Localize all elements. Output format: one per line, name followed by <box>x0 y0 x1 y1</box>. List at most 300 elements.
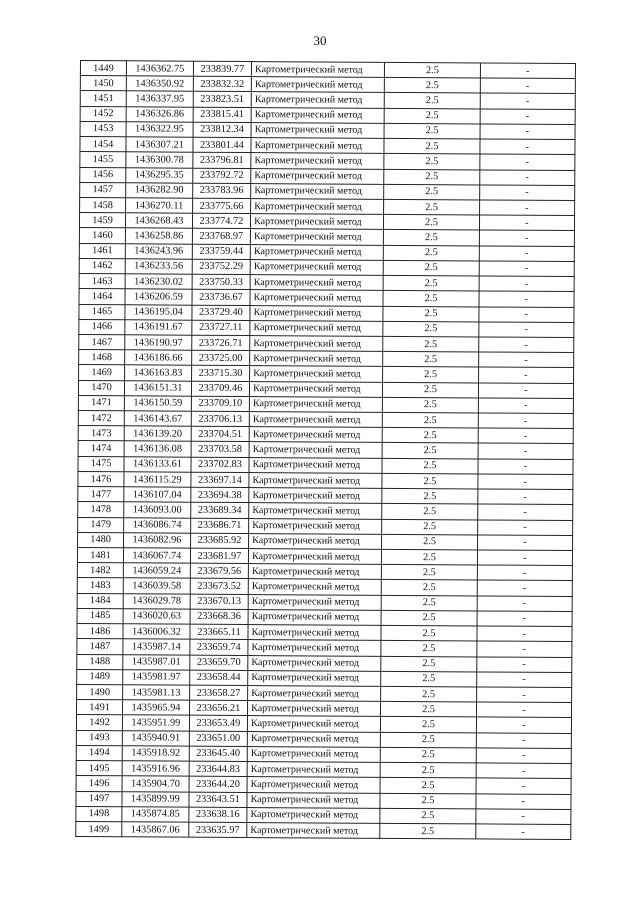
description-cell: - <box>476 733 571 749</box>
x-coordinate-cell: 1436093.00 <box>124 502 191 518</box>
coordinates-table-body <box>76 61 576 840</box>
accuracy-cell: 2.5 <box>383 291 478 307</box>
method-cell: Картометрический метод <box>250 275 383 291</box>
point-number-cell: 1486 <box>77 624 123 640</box>
point-number-cell: 1493 <box>76 730 122 746</box>
point-number-cell: 1464 <box>79 289 125 305</box>
method-cell: Картометрический метод <box>250 305 383 321</box>
description-cell: - <box>477 596 572 612</box>
description-cell: - <box>477 611 572 627</box>
accuracy-cell: 2.5 <box>384 199 479 215</box>
x-coordinate-cell: 1436186.66 <box>125 350 192 366</box>
x-coordinate-cell: 1436136.08 <box>124 441 191 457</box>
accuracy-cell: 2.5 <box>383 397 478 413</box>
point-number-cell: 1491 <box>76 700 122 716</box>
description-cell: - <box>478 367 573 383</box>
accuracy-cell: 2.5 <box>385 93 480 109</box>
accuracy-cell: 2.5 <box>382 519 477 535</box>
y-coordinate-cell: 233759.44 <box>192 244 250 260</box>
x-coordinate-cell: 1436006.32 <box>123 624 190 640</box>
point-number-cell: 1451 <box>80 91 126 107</box>
x-coordinate-cell: 1436039.58 <box>123 578 190 594</box>
point-number-cell: 1449 <box>80 61 126 77</box>
point-number-cell: 1474 <box>78 441 124 457</box>
method-cell: Картометрический метод <box>247 777 380 793</box>
y-coordinate-cell: 233839.77 <box>193 61 251 77</box>
point-number-cell: 1478 <box>78 502 124 518</box>
table-row <box>76 821 571 839</box>
x-coordinate-cell: 1436133.61 <box>124 456 191 472</box>
description-cell: - <box>476 748 571 764</box>
accuracy-cell: 2.5 <box>382 549 477 565</box>
y-coordinate-cell: 233644.20 <box>189 776 247 792</box>
description-cell: - <box>480 78 575 94</box>
x-coordinate-cell: 1435899.99 <box>122 791 189 807</box>
description-cell: - <box>478 413 573 429</box>
method-cell: Картометрический метод <box>249 472 382 488</box>
x-coordinate-cell: 1435987.14 <box>123 639 190 655</box>
description-cell: - <box>476 717 571 733</box>
point-number-cell: 1483 <box>77 578 123 594</box>
accuracy-cell: 2.5 <box>384 260 479 276</box>
accuracy-cell: 2.5 <box>380 778 475 794</box>
description-cell: - <box>476 763 571 779</box>
y-coordinate-cell: 233658.27 <box>189 685 247 701</box>
y-coordinate-cell: 233736.67 <box>192 289 250 305</box>
y-coordinate-cell: 233673.52 <box>190 579 248 595</box>
description-cell: - <box>479 230 574 246</box>
y-coordinate-cell: 233768.97 <box>192 229 250 245</box>
description-cell: - <box>476 702 571 718</box>
x-coordinate-cell: 1436020.63 <box>123 609 190 625</box>
point-number-cell: 1481 <box>77 547 123 563</box>
x-coordinate-cell: 1436307.21 <box>126 137 193 153</box>
accuracy-cell: 2.5 <box>384 154 479 170</box>
y-coordinate-cell: 233694.38 <box>191 487 249 503</box>
accuracy-cell: 2.5 <box>381 671 476 687</box>
y-coordinate-cell: 233659.74 <box>190 639 248 655</box>
x-coordinate-cell: 1436107.04 <box>124 487 191 503</box>
point-number-cell: 1489 <box>77 669 123 685</box>
y-coordinate-cell: 233709.10 <box>191 396 249 412</box>
accuracy-cell: 2.5 <box>383 412 478 428</box>
x-coordinate-cell: 1436326.86 <box>126 106 193 122</box>
x-coordinate-cell: 1436067.74 <box>124 548 191 564</box>
x-coordinate-cell: 1436029.78 <box>123 593 190 609</box>
method-cell: Картометрический метод <box>251 183 384 199</box>
description-cell: - <box>478 474 573 490</box>
x-coordinate-cell: 1436350.92 <box>126 76 193 92</box>
x-coordinate-cell: 1435981.13 <box>123 685 190 701</box>
description-cell: - <box>480 93 575 109</box>
method-cell: Картометрический метод <box>249 503 382 519</box>
y-coordinate-cell: 233635.97 <box>188 822 246 838</box>
point-number-cell: 1480 <box>78 532 124 548</box>
x-coordinate-cell: 1436300.78 <box>126 152 193 168</box>
y-coordinate-cell: 233643.51 <box>189 792 247 808</box>
description-cell: - <box>479 200 574 216</box>
description-cell: - <box>479 215 574 231</box>
accuracy-cell: 2.5 <box>385 62 480 78</box>
point-number-cell: 1450 <box>80 76 126 92</box>
y-coordinate-cell: 233801.44 <box>193 137 251 153</box>
y-coordinate-cell: 233823.51 <box>193 92 251 108</box>
y-coordinate-cell: 233658.44 <box>189 670 247 686</box>
point-number-cell: 1463 <box>79 274 125 290</box>
x-coordinate-cell: 1436268.43 <box>126 213 193 229</box>
y-coordinate-cell: 233638.16 <box>189 807 247 823</box>
accuracy-cell: 2.5 <box>381 732 476 748</box>
method-cell: Картометрический метод <box>251 168 384 184</box>
point-number-cell: 1490 <box>77 684 123 700</box>
x-coordinate-cell: 1436086.74 <box>124 517 191 533</box>
description-cell: - <box>480 124 575 140</box>
y-coordinate-cell: 233697.14 <box>191 472 249 488</box>
x-coordinate-cell: 1436115.29 <box>124 472 191 488</box>
x-coordinate-cell: 1435987.01 <box>123 654 190 670</box>
description-cell: - <box>478 383 573 399</box>
accuracy-cell: 2.5 <box>383 275 478 291</box>
method-cell: Картометрический метод <box>247 746 380 762</box>
point-number-cell: 1458 <box>80 197 126 213</box>
accuracy-cell: 2.5 <box>382 473 477 489</box>
accuracy-cell: 2.5 <box>381 686 476 702</box>
point-number-cell: 1453 <box>80 121 126 137</box>
y-coordinate-cell: 233727.11 <box>192 320 250 336</box>
x-coordinate-cell: 1436082.96 <box>124 533 191 549</box>
point-number-cell: 1467 <box>79 334 125 350</box>
method-cell: Картометрический метод <box>251 229 384 245</box>
x-coordinate-cell: 1436150.59 <box>124 396 191 412</box>
point-number-cell: 1457 <box>80 182 126 198</box>
coordinates-table <box>75 60 576 840</box>
description-cell: - <box>475 809 570 825</box>
accuracy-cell: 2.5 <box>380 823 475 839</box>
point-number-cell: 1471 <box>78 395 124 411</box>
accuracy-cell: 2.5 <box>381 641 476 657</box>
method-cell: Картометрический метод <box>248 564 381 580</box>
method-cell: Картометрический метод <box>251 199 384 215</box>
x-coordinate-cell: 1436190.97 <box>125 335 192 351</box>
accuracy-cell: 2.5 <box>385 78 480 94</box>
y-coordinate-cell: 233703.58 <box>191 442 249 458</box>
method-cell: Картометрический метод <box>251 92 384 108</box>
accuracy-cell: 2.5 <box>380 808 475 824</box>
description-cell: - <box>478 352 573 368</box>
y-coordinate-cell: 233832.32 <box>193 76 251 92</box>
description-cell: - <box>476 687 571 703</box>
y-coordinate-cell: 233656.21 <box>189 700 247 716</box>
method-cell: Картометрический метод <box>250 259 383 275</box>
point-number-cell: 1470 <box>78 380 124 396</box>
description-cell: - <box>478 322 573 338</box>
accuracy-cell: 2.5 <box>380 762 475 778</box>
y-coordinate-cell: 233706.13 <box>191 411 249 427</box>
y-coordinate-cell: 233775.66 <box>192 198 250 214</box>
description-cell: - <box>478 398 573 414</box>
description-cell: - <box>478 443 573 459</box>
description-cell: - <box>479 291 574 307</box>
accuracy-cell: 2.5 <box>382 488 477 504</box>
description-cell: - <box>477 489 572 505</box>
method-cell: Картометрический метод <box>249 396 382 412</box>
accuracy-cell: 2.5 <box>380 793 475 809</box>
description-cell: - <box>476 672 571 688</box>
point-number-cell: 1475 <box>78 456 124 472</box>
point-number-cell: 1452 <box>80 106 126 122</box>
description-cell: - <box>478 459 573 475</box>
point-number-cell: 1461 <box>79 243 125 259</box>
method-cell: Картометрический метод <box>247 807 380 823</box>
accuracy-cell: 2.5 <box>382 565 477 581</box>
x-coordinate-cell: 1436206.59 <box>125 289 192 305</box>
y-coordinate-cell: 233729.40 <box>192 305 250 321</box>
method-cell: Картометрический метод <box>250 335 383 351</box>
accuracy-cell: 2.5 <box>381 656 476 672</box>
method-cell: Картометрический метод <box>250 320 383 336</box>
description-cell: - <box>480 63 575 79</box>
y-coordinate-cell: 233796.81 <box>193 153 251 169</box>
description-cell: - <box>475 824 570 840</box>
x-coordinate-cell: 1435951.99 <box>123 715 190 731</box>
method-cell: Картометрический метод <box>247 731 380 747</box>
method-cell: Картометрический метод <box>248 655 381 671</box>
accuracy-cell: 2.5 <box>382 504 477 520</box>
description-cell: - <box>479 169 574 185</box>
description-cell: - <box>479 246 574 262</box>
x-coordinate-cell: 1435916.96 <box>122 761 189 777</box>
point-number-cell: 1454 <box>80 137 126 153</box>
point-number-cell: 1495 <box>76 761 122 777</box>
method-cell: Картометрический метод <box>248 701 381 717</box>
description-cell: - <box>477 641 572 657</box>
method-cell: Картометрический метод <box>249 457 382 473</box>
method-cell: Картометрический метод <box>251 138 384 154</box>
y-coordinate-cell: 233685.92 <box>190 533 248 549</box>
x-coordinate-cell: 1436163.83 <box>125 365 192 381</box>
point-number-cell: 1487 <box>77 639 123 655</box>
accuracy-cell: 2.5 <box>384 245 479 261</box>
y-coordinate-cell: 233709.46 <box>191 381 249 397</box>
method-cell: Картометрический метод <box>250 366 383 382</box>
y-coordinate-cell: 233725.00 <box>191 350 249 366</box>
method-cell: Картометрический метод <box>249 412 382 428</box>
x-coordinate-cell: 1435981.97 <box>123 670 190 686</box>
point-number-cell: 1459 <box>79 213 125 229</box>
method-cell: Картометрический метод <box>250 381 383 397</box>
method-cell: Картометрический метод <box>248 686 381 702</box>
accuracy-cell: 2.5 <box>384 108 479 124</box>
x-coordinate-cell: 1436143.67 <box>124 411 191 427</box>
point-number-cell: 1496 <box>76 776 122 792</box>
method-cell: Картометрический метод <box>248 716 381 732</box>
method-cell: Картометрический метод <box>249 549 382 565</box>
x-coordinate-cell: 1435867.06 <box>122 822 189 838</box>
accuracy-cell: 2.5 <box>381 747 476 763</box>
description-cell: - <box>477 550 572 566</box>
method-cell: Картометрический метод <box>251 214 384 230</box>
x-coordinate-cell: 1436059.24 <box>123 563 190 579</box>
point-number-cell: 1472 <box>78 411 124 427</box>
x-coordinate-cell: 1436322.95 <box>126 122 193 138</box>
description-cell: - <box>477 519 572 535</box>
accuracy-cell: 2.5 <box>384 138 479 154</box>
x-coordinate-cell: 1436139.20 <box>124 426 191 442</box>
y-coordinate-cell: 233715.30 <box>191 366 249 382</box>
x-coordinate-cell: 1436243.96 <box>125 243 192 259</box>
y-coordinate-cell: 233665.11 <box>190 624 248 640</box>
method-cell: Картометрический метод <box>247 822 380 838</box>
page-number: 30 <box>313 33 327 48</box>
method-cell: Картометрический метод <box>249 427 382 443</box>
y-coordinate-cell: 233783.96 <box>192 183 250 199</box>
description-cell: - <box>479 154 574 170</box>
description-cell: - <box>476 778 571 794</box>
x-coordinate-cell: 1435874.85 <box>122 806 189 822</box>
accuracy-cell: 2.5 <box>382 443 477 459</box>
x-coordinate-cell: 1436195.04 <box>125 304 192 320</box>
description-cell: - <box>477 504 572 520</box>
x-coordinate-cell: 1436233.56 <box>125 259 192 275</box>
description-cell: - <box>476 793 571 809</box>
description-cell: - <box>477 580 572 596</box>
method-cell: Картометрический метод <box>251 122 384 138</box>
y-coordinate-cell: 233812.34 <box>193 122 251 138</box>
accuracy-cell: 2.5 <box>381 702 476 718</box>
y-coordinate-cell: 233752.29 <box>192 259 250 275</box>
method-cell: Картометрический метод <box>248 640 381 656</box>
point-number-cell: 1469 <box>79 365 125 381</box>
point-number-cell: 1476 <box>78 471 124 487</box>
accuracy-cell: 2.5 <box>384 123 479 139</box>
description-cell: - <box>480 109 575 125</box>
point-number-cell: 1498 <box>76 806 122 822</box>
accuracy-cell: 2.5 <box>381 717 476 733</box>
method-cell: Картометрический метод <box>248 625 381 641</box>
point-number-cell: 1460 <box>79 228 125 244</box>
point-number-cell: 1466 <box>79 319 125 335</box>
y-coordinate-cell: 233644.83 <box>189 761 247 777</box>
y-coordinate-cell: 233726.71 <box>191 335 249 351</box>
y-coordinate-cell: 233774.72 <box>192 213 250 229</box>
method-cell: Картометрический метод <box>247 762 380 778</box>
y-coordinate-cell: 233670.13 <box>190 594 248 610</box>
method-cell: Картометрический метод <box>248 594 381 610</box>
y-coordinate-cell: 233689.34 <box>190 503 248 519</box>
method-cell: Картометрический метод <box>249 488 382 504</box>
method-cell: Картометрический метод <box>247 792 380 808</box>
accuracy-cell: 2.5 <box>382 534 477 550</box>
y-coordinate-cell: 233702.83 <box>191 457 249 473</box>
point-number-cell: 1473 <box>78 426 124 442</box>
description-cell: - <box>478 428 573 444</box>
x-coordinate-cell: 1436295.35 <box>126 167 193 183</box>
y-coordinate-cell: 233750.33 <box>192 274 250 290</box>
description-cell: - <box>479 261 574 277</box>
description-cell: - <box>479 306 574 322</box>
description-cell: - <box>476 656 571 672</box>
method-cell: Картометрический метод <box>249 533 382 549</box>
description-cell: - <box>480 139 575 155</box>
method-cell: Картометрический метод <box>248 579 381 595</box>
accuracy-cell: 2.5 <box>382 458 477 474</box>
point-number-cell: 1477 <box>78 487 124 503</box>
method-cell: Картометрический метод <box>248 609 381 625</box>
point-number-cell: 1484 <box>77 593 123 609</box>
point-number-cell: 1468 <box>79 350 125 366</box>
y-coordinate-cell: 233792.72 <box>192 168 250 184</box>
method-cell: Картометрический метод <box>250 290 383 306</box>
accuracy-cell: 2.5 <box>383 321 478 337</box>
method-cell: Картометрический метод <box>251 153 384 169</box>
method-cell: Картометрический метод <box>250 244 383 260</box>
description-cell: - <box>477 535 572 551</box>
accuracy-cell: 2.5 <box>383 306 478 322</box>
point-number-cell: 1479 <box>78 517 124 533</box>
accuracy-cell: 2.5 <box>382 580 477 596</box>
y-coordinate-cell: 233653.49 <box>189 716 247 732</box>
accuracy-cell: 2.5 <box>384 215 479 231</box>
point-number-cell: 1494 <box>76 745 122 761</box>
point-number-cell: 1465 <box>79 304 125 320</box>
description-cell: - <box>479 276 574 292</box>
description-cell: - <box>478 337 573 353</box>
accuracy-cell: 2.5 <box>383 336 478 352</box>
x-coordinate-cell: 1436337.95 <box>126 91 193 107</box>
point-number-cell: 1492 <box>76 715 122 731</box>
x-coordinate-cell: 1436151.31 <box>125 380 192 396</box>
y-coordinate-cell: 233704.51 <box>191 426 249 442</box>
point-number-cell: 1497 <box>76 791 122 807</box>
point-number-cell: 1499 <box>76 821 122 837</box>
x-coordinate-cell: 1435904.70 <box>122 776 189 792</box>
method-cell: Картометрический метод <box>248 670 381 686</box>
x-coordinate-cell: 1435918.92 <box>122 746 189 762</box>
accuracy-cell: 2.5 <box>381 610 476 626</box>
accuracy-cell: 2.5 <box>384 230 479 246</box>
x-coordinate-cell: 1435965.94 <box>123 700 190 716</box>
accuracy-cell: 2.5 <box>383 352 478 368</box>
x-coordinate-cell: 1435940.91 <box>122 730 189 746</box>
description-cell: - <box>477 626 572 642</box>
method-cell: Картометрический метод <box>251 107 384 123</box>
y-coordinate-cell: 233815.41 <box>193 107 251 123</box>
y-coordinate-cell: 233659.70 <box>189 655 247 671</box>
point-number-cell: 1488 <box>77 654 123 670</box>
y-coordinate-cell: 233681.97 <box>190 548 248 564</box>
accuracy-cell: 2.5 <box>381 595 476 611</box>
accuracy-cell: 2.5 <box>383 428 478 444</box>
accuracy-cell: 2.5 <box>381 625 476 641</box>
y-coordinate-cell: 233686.71 <box>190 518 248 534</box>
point-number-cell: 1462 <box>79 258 125 274</box>
y-coordinate-cell: 233645.40 <box>189 746 247 762</box>
description-cell: - <box>477 565 572 581</box>
point-number-cell: 1485 <box>77 608 123 624</box>
point-number-cell: 1482 <box>77 563 123 579</box>
coordinates-table-wrapper <box>75 60 576 840</box>
method-cell: Картометрический метод <box>249 442 382 458</box>
x-coordinate-cell: 1436362.75 <box>127 61 194 77</box>
x-coordinate-cell: 1436258.86 <box>125 228 192 244</box>
y-coordinate-cell: 233668.36 <box>190 609 248 625</box>
y-coordinate-cell: 233679.56 <box>190 563 248 579</box>
method-cell: Картометрический метод <box>250 351 383 367</box>
x-coordinate-cell: 1436230.02 <box>125 274 192 290</box>
x-coordinate-cell: 1436270.11 <box>126 198 193 214</box>
method-cell: Картометрический метод <box>251 77 384 93</box>
description-cell: - <box>479 185 574 201</box>
